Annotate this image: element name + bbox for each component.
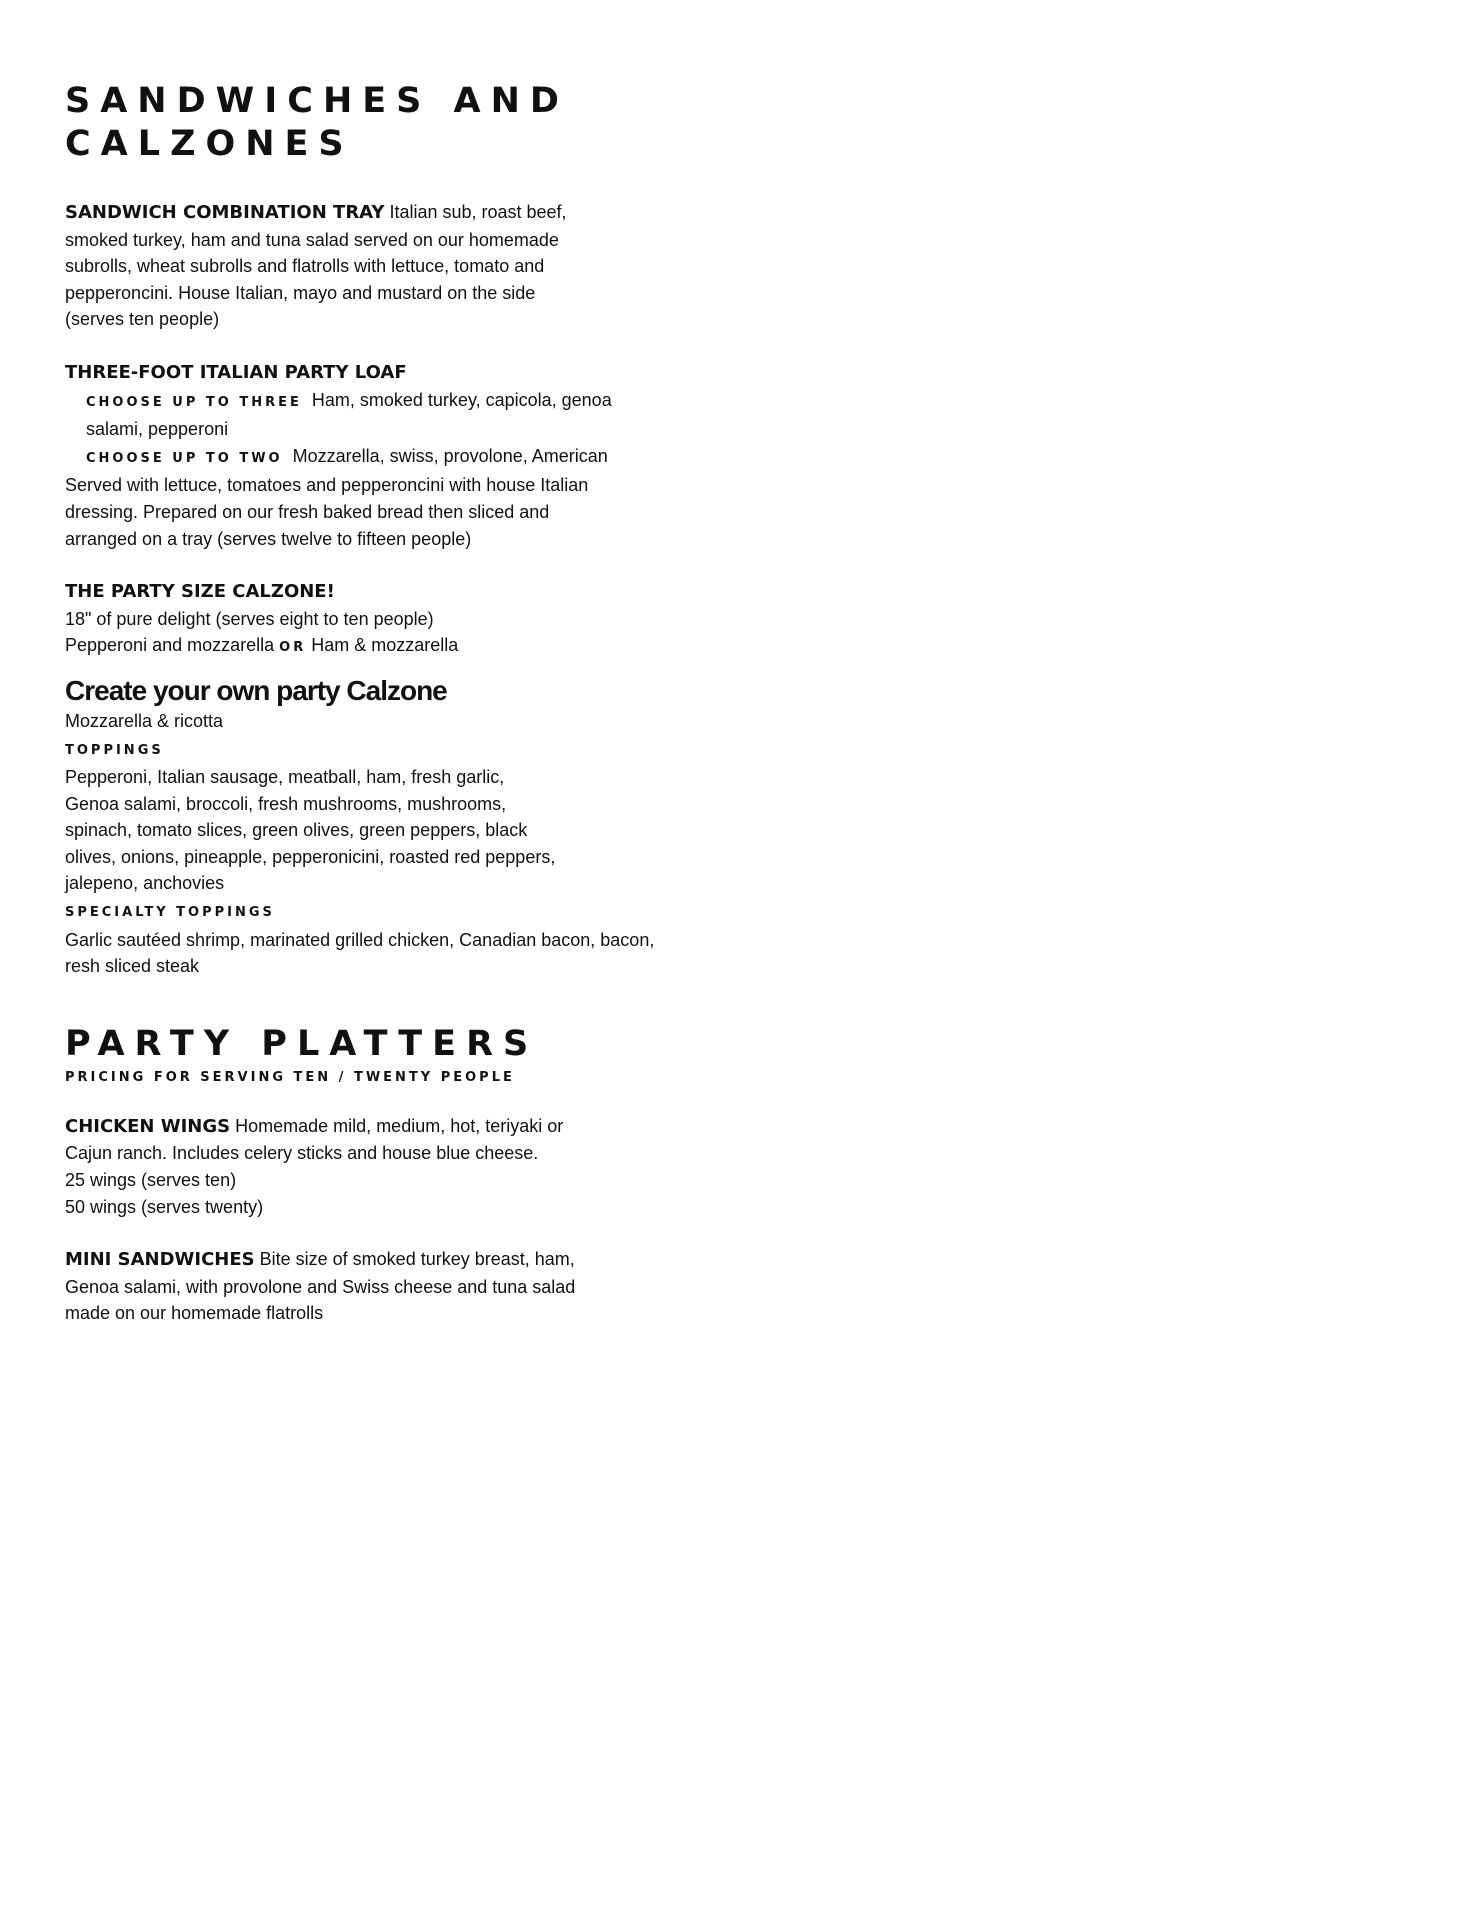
combination-tray-desc-3: subrolls, wheat subrolls and flatrolls with lettuce, tomato and: [65, 256, 545, 277]
toppings-label: TOPPINGS: [65, 742, 164, 758]
specialty-line-1: Garlic sautéed shrimp, marinated grilled chicken, Canadian bacon, bacon,: [65, 929, 655, 950]
or-label: OR: [279, 640, 307, 656]
mini-sandwiches-desc-2: Genoa salami, with provolone and Swiss cheese and tuna salad: [65, 1276, 576, 1297]
platters-section-title: PARTY PLATTERS: [65, 1023, 539, 1064]
toppings-line-2: Genoa salami, broccoli, fresh mushrooms, mushrooms,: [65, 793, 507, 814]
mini-sandwiches-item: [65, 1246, 705, 1327]
party-loaf-desc-2: dressing. Prepared on our fresh baked bread then sliced and: [65, 501, 550, 522]
choose-three-label: CHOOSE UP TO THREE: [86, 394, 302, 410]
chicken-wings-desc-3: 25 wings (serves ten): [65, 1170, 237, 1191]
mini-sandwiches-name: MINI SANDWICHES: [65, 1249, 255, 1271]
party-calzone-option-2: Ham & mozzarella: [311, 635, 459, 656]
party-loaf-desc-3: arranged on a tray (serves twelve to fifteen people): [65, 528, 472, 549]
create-calzone-heading: Create your own party Calzone: [65, 674, 447, 706]
combination-tray-desc-4: pepperoncini. House Italian, mayo and mustard on the side: [65, 282, 536, 303]
party-calzone-item: [65, 578, 705, 662]
create-calzone-base: Mozzarella & ricotta: [65, 710, 224, 731]
specialty-line-2: resh sliced steak: [65, 956, 200, 977]
chicken-wings-desc-2: Cajun ranch. Includes celery sticks and house blue cheese.: [65, 1143, 539, 1164]
choose-three-row: [65, 387, 705, 473]
choose-two-text: Mozzarella, swiss, provolone, American: [292, 445, 608, 466]
combination-tray-desc-1: Italian sub, roast beef,: [389, 202, 567, 222]
chicken-wings-desc-1: Homemade mild, medium, hot, teriyaki or: [235, 1115, 564, 1136]
choose-three-text: Ham, smoked turkey, capicola, genoa: [311, 389, 612, 410]
section-title-line-1: SANDWICHES AND: [65, 81, 569, 121]
party-calzone-option-1: Pepperoni and mozzarella: [65, 635, 275, 656]
party-loaf-desc-1: Served with lettuce, tomatoes and pepperoncini with house Italian: [65, 475, 589, 496]
toppings-line-5: jalepeno, anchovies: [65, 873, 225, 894]
chicken-wings-name: CHICKEN WINGS: [65, 1115, 231, 1137]
party-loaf-name: THREE-FOOT ITALIAN PARTY LOAF: [65, 361, 407, 383]
party-calzone-name: THE PARTY SIZE CALZONE!: [65, 581, 335, 603]
sandwiches-section-title: [65, 80, 705, 166]
toppings-line-1: Pepperoni, Italian sausage, meatball, ham, fresh garlic,: [65, 767, 505, 788]
choose-two-label: CHOOSE UP TO TWO: [86, 450, 283, 466]
toppings-line-4: olives, onions, pineapple, pepperonicini, roasted red peppers,: [65, 846, 556, 867]
combination-tray-name: SANDWICH COMBINATION TRAY: [65, 202, 385, 223]
toppings-line-3: spinach, tomato slices, green olives, green peppers, black: [65, 820, 528, 841]
party-loaf-item: [65, 359, 705, 552]
combination-tray-desc-5: (serves ten people): [65, 309, 220, 330]
platters-section-subtitle: PRICING FOR SERVING TEN / TWENTY PEOPLE: [65, 1069, 515, 1085]
section-title-line-2: CALZONES: [65, 124, 354, 164]
choose-three-text-2: salami, pepperoni: [86, 419, 229, 440]
mini-sandwiches-desc-3: made on our homemade flatrolls: [65, 1303, 324, 1324]
party-calzone-desc: 18" of pure delight (serves eight to ten people): [65, 608, 434, 629]
chicken-wings-item: [65, 1113, 705, 1220]
combination-tray-desc-2: smoked turkey, ham and tuna salad served on our homemade: [65, 229, 559, 250]
create-calzone-item: [65, 674, 705, 980]
chicken-wings-desc-4: 50 wings (serves twenty): [65, 1196, 264, 1217]
menu-page: [65, 80, 705, 1327]
specialty-toppings-label: SPECIALTY TOPPINGS: [65, 905, 275, 921]
mini-sandwiches-desc-1: Bite size of smoked turkey breast, ham,: [259, 1249, 575, 1270]
combination-tray-item: [65, 199, 705, 333]
